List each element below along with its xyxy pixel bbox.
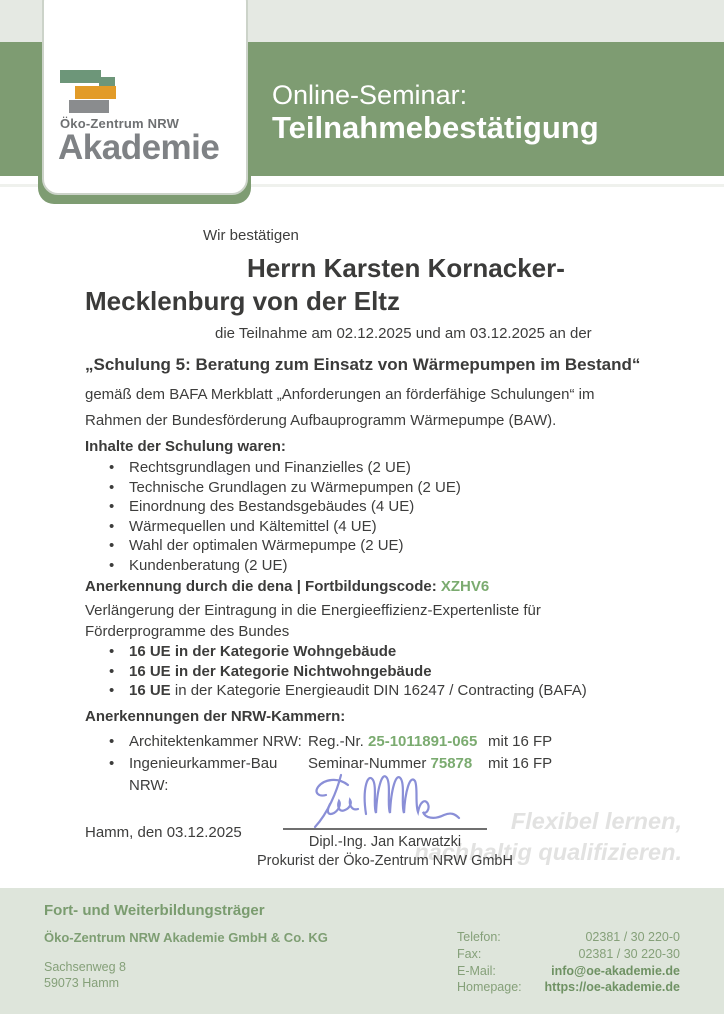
logo-org-name: Öko-Zentrum NRW	[60, 116, 180, 131]
place-date: Hamm, den 03.12.2025	[85, 823, 242, 841]
recipient-name-line2: Mecklenburg von der Eltz	[85, 285, 400, 316]
intro-text: Wir bestätigen	[203, 227, 299, 244]
chambers-heading: Anerkennungen der NRW-Kammern:	[85, 707, 346, 725]
bullet-icon: •	[109, 732, 115, 750]
bullet-icon: •	[109, 498, 115, 515]
list-item-text: Technische Grundlagen zu Wärmepumpen (2 UE)	[129, 478, 461, 496]
signatory-role: Prokurist der Öko-Zentrum NRW GmbH	[257, 853, 513, 869]
bullet-icon: •	[109, 643, 115, 660]
list-item	[85, 556, 655, 576]
chamber-label: Architektenkammer NRW:	[129, 732, 302, 750]
chamber-label: Ingenieurkammer-Bau NRW:	[129, 754, 278, 794]
list-item	[85, 517, 655, 537]
chamber-points: mit 16 FP	[488, 732, 553, 750]
watermark-line2: nachhaltig qualifizieren.	[414, 839, 682, 865]
bullet-icon: •	[109, 478, 115, 496]
chamber-ref-number: 75878	[430, 754, 473, 772]
footer-contact-row	[457, 930, 680, 944]
list-item	[85, 642, 655, 662]
list-item	[85, 458, 655, 478]
contact-label: Telefon:	[457, 930, 501, 944]
page-title: Teilnahmebestätigung	[272, 110, 599, 145]
logo-bar-gray-icon	[69, 100, 109, 113]
footer-contact-row	[457, 980, 680, 994]
bullet-icon: •	[109, 517, 115, 535]
chamber-ref-label: Seminar-Nummer	[308, 754, 431, 772]
logo-brand-name: Akademie	[58, 128, 220, 167]
bullet-icon: •	[109, 459, 115, 476]
logo-bar-green-step-icon	[99, 77, 115, 86]
list-item-bold: 16 UE in der Kategorie Nichtwohngebäude	[129, 662, 432, 680]
dena-heading	[85, 577, 655, 596]
participation-text: die Teilnahme am 02.12.2025 und am 03.12.2025 an der	[215, 324, 592, 342]
footer-company: Öko-Zentrum NRW Akademie GmbH & Co. KG	[44, 930, 328, 945]
list-item-text: in der Kategorie Energieaudit DIN 16247 / Contracting (BAFA)	[170, 682, 587, 699]
bullet-icon: •	[109, 556, 115, 574]
list-item-text: Kundenberatung (2 UE)	[129, 556, 288, 574]
fax-value: 02381 / 30 220-30	[578, 947, 680, 961]
footer-address-line1: Sachsenweg 8	[44, 960, 127, 974]
homepage-link[interactable]: https://oe-akademie.de	[544, 980, 680, 994]
dena-code: XZHV6	[440, 578, 490, 595]
phone-value: 02381 / 30 220-0	[585, 930, 680, 944]
footer-contact-row	[457, 947, 680, 961]
dena-heading-text: Anerkennung durch die dena | Fortbildungscode:	[85, 578, 437, 595]
basis-text: gemäß dem BAFA Merkblatt „Anforderungen an förderfähige Schulungen“ im Rahmen der Bundesförderung Aufbauprogramm Wärmepumpe (BAW).	[85, 386, 595, 429]
list-item-text: Einordnung des Bestandsgebäudes (4 UE)	[129, 498, 415, 515]
chamber-registration	[308, 731, 488, 753]
contents-list	[85, 458, 655, 575]
list-item	[85, 497, 655, 517]
dena-description: Verlängerung der Eintragung in die Energieeffizienz-Expertenliste für Förderprogramme des Bundes	[85, 602, 541, 640]
list-item	[85, 662, 655, 682]
dena-list	[85, 642, 655, 701]
signatory-name: Dipl.-Ing. Jan Karwatzki	[308, 834, 462, 850]
course-title: „Schulung 5: Beratung zum Einsatz von Wärmepumpen im Bestand“	[85, 355, 641, 374]
chamber-points: mit 16 FP	[488, 754, 553, 772]
chamber-ref-label: Reg.-Nr.	[308, 732, 369, 750]
contact-label: Fax:	[457, 947, 482, 961]
list-item	[85, 478, 655, 498]
footer-address-line2: 59073 Hamm	[44, 976, 120, 990]
contact-label: E-Mail:	[457, 964, 496, 978]
logo-bar-orange-icon	[75, 86, 116, 99]
email-link[interactable]: info@oe-akademie.de	[551, 964, 680, 978]
bullet-icon: •	[109, 662, 115, 680]
table-row	[85, 731, 655, 753]
footer-heading: Fort- und Weiterbildungsträger	[44, 902, 265, 919]
bullet-icon: •	[109, 754, 115, 772]
header-subtitle: Online-Seminar:	[272, 80, 468, 110]
logo-card	[42, 0, 248, 195]
footer-contact-row	[457, 964, 680, 978]
contact-label: Homepage:	[457, 980, 522, 994]
footer	[0, 888, 724, 1014]
list-item-text: Wahl der optimalen Wärmepumpe (2 UE)	[129, 537, 404, 554]
recipient-name-line1: Herrn Karsten Kornacker-	[247, 252, 565, 283]
list-item-bold: 16 UE	[129, 682, 171, 699]
list-item	[85, 681, 655, 701]
certificate-body	[85, 226, 655, 842]
list-item-text: Wärmequellen und Kältemittel (4 UE)	[129, 517, 377, 535]
list-item-bold: 16 UE in der Kategorie Wohngebäude	[129, 643, 397, 660]
list-item	[85, 536, 655, 556]
list-item-text: Rechtsgrundlagen und Finanzielles (2 UE)	[129, 459, 411, 476]
bullet-icon: •	[109, 682, 115, 699]
watermark-line1: Flexibel lernen,	[510, 808, 682, 834]
bullet-icon: •	[109, 537, 115, 554]
logo-bar-green-icon	[60, 70, 101, 83]
chamber-ref-number: 25-1011891-065	[368, 732, 478, 750]
contents-heading: Inhalte der Schulung waren:	[85, 438, 286, 455]
signature-line	[283, 828, 487, 830]
signature-image	[278, 768, 493, 830]
